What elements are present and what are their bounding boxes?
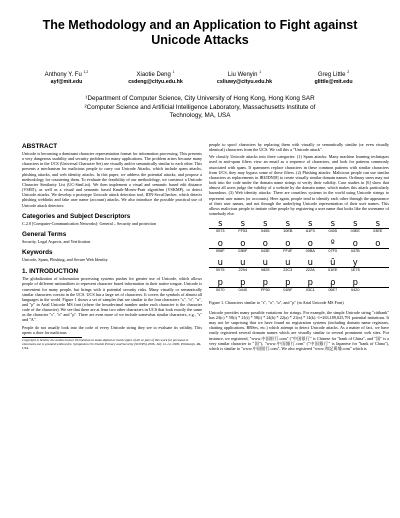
glyph-code: 222A (305, 268, 315, 273)
title-line-1: The Methodology and an Application to Fight against (42, 18, 358, 32)
left-column (22, 142, 202, 351)
glyph-code: 0440 (238, 287, 247, 292)
similar-glyph: s (375, 218, 380, 229)
glyph-code: 01BF (283, 287, 293, 292)
glyph-code: 10EB (283, 229, 293, 234)
code-row (209, 267, 389, 273)
general-terms-text: Security, Legal Aspects, and Verification. (22, 238, 92, 244)
glyph-code: FF4F (283, 248, 293, 253)
similar-glyph: o (375, 237, 381, 248)
glyph-code: 0455 (261, 229, 270, 234)
glyph-code: 22C3 (283, 268, 293, 273)
similar-glyph: p (285, 276, 291, 287)
glyph-code: 0070 (216, 287, 225, 292)
author-email: glittle@mit.edu (314, 79, 353, 85)
right-paragraph-1: people to spoof characters by replacing them with visually or semantically similar (or even visually identical) characters from the UCS. We call this a "Unicode attack". (209, 142, 389, 153)
author-email: ayf@mit.edu (50, 79, 83, 85)
glyph-code: 0825 (261, 268, 270, 273)
figure-row (209, 257, 389, 273)
right-paragraph-2: We classify Unicode attacks into three categories: (1) Spam attacks: Many machine learning techniques used in anti-spam filters view an email as a sequence of characters, and look for patterns commonly associated with spam. If spammers replace characters in these common patterns with similar characters from UCS, they may bypass some of these filters. (2) Phishing attacks: Malicious people can use similar characters as replacements in IRI/IDN[8] to create visually similar domain names. Ordinary users may not look into the code under the domain name strings to verify their validity. Case studies in [6] show that almost all users judge the validity of a website by the domain name, which makes this attack particularly hazardous. (3) Web identity attacks: There are countless systems in the world using Unicode strings to represent user names (or accounts). Here again, people tend to identify each other through the appearance of their user names, and not through the underlying Unicode representation of their user names. This allows malicious people to imitate other people by registering a user name that looks like the username of somebody else. (209, 154, 389, 217)
paper-title (20, 18, 380, 48)
code-row (209, 248, 389, 254)
glyph-row (209, 218, 389, 228)
figure-row (209, 238, 389, 254)
glyph-code: 07F0 (328, 248, 338, 253)
similar-glyph: s (285, 218, 290, 229)
similar-glyph: o (217, 237, 223, 248)
author-block (200, 68, 289, 86)
affiliation-2a: ²Computer Science and Artificial Intelligence Laboratory, Massachusetts Institute of (84, 104, 316, 111)
similar-glyph: ѕ (330, 218, 335, 229)
similar-glyph: p (352, 276, 358, 287)
glyph-code: 03BF (238, 248, 248, 253)
similar-glyph: p (262, 276, 268, 287)
affiliation-2b: Technology, MA, USA (169, 112, 231, 119)
glyph-code: 0073 (216, 229, 225, 234)
author-sup: 1,2 (83, 70, 89, 74)
affiliation-1: ¹Department of Computer Science, City University of Hong Kong, Hong Kong SAR (85, 95, 315, 102)
glyph-code: 03EE (350, 229, 360, 234)
author-sup: 1 (259, 70, 262, 74)
glyph-code (367, 288, 390, 293)
similar-glyph: p (240, 276, 246, 287)
similar-glyph: u (262, 257, 268, 268)
author-sup: 1 (172, 70, 175, 74)
similar-glyph: o (352, 237, 358, 248)
glyph-code: 01EE (328, 268, 338, 273)
similar-glyph: s (240, 218, 245, 229)
copyright-notice: Copyright is held by the author/owner. Permission to make digital or hard copies of all or part of this work for personal or classroom use is granted without fee. Symposium On Usable Privacy and Security (SOUPS) 2006, July 12-14, 2006, Pittsburgh, PA, USA. (22, 337, 202, 351)
glyph-code: 0405 (328, 229, 337, 234)
glyph-code: 2294 (238, 268, 247, 273)
similar-glyph: ρ (330, 276, 336, 287)
similar-glyph: ȗ (330, 257, 336, 268)
glyph-code: 1E75 (350, 268, 360, 273)
glyph-code: FF53 (238, 229, 248, 234)
similar-glyph: u (285, 257, 291, 268)
intro-paragraph-2: People do not usually look into the code of every Unicode string they see to evaluate its validity. This opens a door for malicious (22, 324, 202, 335)
code-row (209, 228, 389, 234)
figure-1-character-table (209, 218, 389, 296)
glyph-code: 0075 (216, 268, 225, 273)
glyph-code: 047B (350, 248, 360, 253)
figure-row (209, 277, 389, 293)
similar-glyph: u (307, 257, 313, 268)
glyph-code: FF50 (260, 287, 270, 292)
similar-glyph: s (263, 218, 268, 229)
glyph-code: 006F (215, 248, 225, 253)
similar-glyph: o (240, 237, 246, 248)
similar-glyph (367, 277, 390, 287)
title-line-2: Unicode Attacks (151, 33, 249, 47)
glyph-code: 03EE (373, 229, 383, 234)
similar-glyph: o (285, 237, 291, 248)
similar-glyph: u (240, 257, 246, 268)
similar-glyph: p (307, 276, 313, 287)
categories-heading: Categories and Subject Descriptors (22, 212, 131, 220)
glyph-code: 03C1 (305, 287, 315, 292)
author-name: Xiaotie Deng (136, 72, 171, 78)
similar-glyph: s (218, 218, 223, 229)
glyph-code: A1F3 (305, 229, 315, 234)
glyph-row (209, 257, 389, 267)
author-block (111, 68, 200, 86)
similar-glyph: s (353, 218, 358, 229)
glyph-code: 05E7 (328, 287, 338, 292)
author-email: csliuwy@cityu.edu.hk (216, 79, 273, 85)
author-name: Liu Wenyin (227, 72, 258, 78)
similar-glyph: o (262, 237, 268, 248)
figure-1-caption: Figure 1. Characters similar to "s", "o", "u", and "p" (in Arial Unicode MS Font) (209, 300, 344, 306)
keywords-text: Unicode, Spam, Phishing, and Secure Web Identity (22, 257, 108, 263)
glyph-code: 00BA (305, 248, 315, 253)
glyph-code (367, 249, 390, 254)
abstract-heading: ABSTRACT (22, 143, 58, 150)
glyph-code: 0420 (351, 287, 360, 292)
glyph-code (367, 268, 390, 273)
author-name: Greg Little (317, 72, 346, 78)
author-email: csdeng@cityu.edu.hk (128, 79, 183, 85)
similar-glyph (367, 257, 390, 267)
keywords-heading: Keywords (22, 249, 53, 257)
author-name: Anthony Y. Fu (44, 72, 82, 78)
categories-text: C.2.0 [Computer-Communication Networks]: General – Security and protection (22, 220, 157, 226)
similar-glyph: o (307, 237, 313, 248)
similar-glyph: s (308, 218, 313, 229)
intro-heading: 1. INTRODUCTION (22, 268, 79, 276)
author-block (289, 68, 378, 86)
figure-row (209, 218, 389, 234)
author-block (22, 68, 111, 86)
similar-glyph: º (330, 237, 335, 248)
similar-glyph: y (352, 257, 358, 268)
glyph-row (209, 277, 389, 287)
author-sup: 2 (347, 70, 350, 74)
author-list (22, 68, 378, 86)
code-row (209, 287, 389, 293)
abstract-text: Unicode is becoming a dominant character representation format for information processing. This presents a very dangerous usability and security problem for many applications. The problem arises because many characters in the UCS (Universal Character Set) are visually and/or semantically similar to each other. This presents a mechanism for malicious people to carry out Unicode Attacks, which include spam attacks, phishing attacks, and web identity attacks. In this paper, we address the potential attacks, and propose a methodology for countering them. To evaluate the feasibility of our methodology, we construct a Unicode Character Similarity List (UC-SimList). We then implement a visual and semantic based edit distance (VSED), as well as a visual and semantic based Knuth-Morris-Pratt algorithm (VSKMP), to detect Unicode attacks. We develop a prototype Unicode attack detection tool, IDN-SecuChecker, which detects phishing weblinks and fake user name (account) attacks. We also introduce the possible practical use of Unicode attack detectors. (22, 151, 202, 208)
intro-paragraph-1: The globalization of information processing systems pushes for greater use of Unicode, which allows people of different nationalities to represent character based information in their native tongue. Unicode is convenient for many people, but brings with it potential security risks. Many visually or semantically similar characters coexist in the UCS. UCS has a large set of characters. It covers the symbols of almost all languages in the world. Figure 1 shows a set of samples that are similar to the four characters "s", "o", "u", and "p" in Arial Unicode MS font (where the hexadecimal number under each character is the character code of the character). We see that there are at least two other characters in UCS that look exactly the same as the character "s", "o" and "p". There are even more of we include somewhat similar characters, e.g., "s" and "A". (22, 276, 202, 323)
right-paragraph-3: Unicode provides many possible variations for strings. For example, the simple Unicode string "citibank" has 24(c) * 58(i) * 21(t) * 58(i) * 24(b) * 22(a) * 21(n) * 14(k) -1=263,189,025,791 potential imitations. It may not be surprising that we have found no registration systems (including domain name registrars, chatting applications, BBSes, etc.) which attempt to detect Unicode attacks. As a matter of fact, we have easily registered several domain names which are visually similar to several prominent web sites. For instance, we registered, "www.中国银行.com" ("中国银行" is Chinese for "bank of China", and "国" is a very similar character to "国"), "www.中国銀行.com" ("中国銀行" is Japanese for "bank of China"), which is similar to "www.中国银行.com". We also registered "www.和記黃埔.com" which is (209, 309, 389, 351)
similar-glyph: u (217, 257, 223, 268)
glyph-row (209, 238, 389, 248)
similar-glyph: p (217, 276, 223, 287)
glyph-code: 043E (260, 248, 270, 253)
general-terms-heading: General Terms (22, 230, 67, 238)
right-column (209, 142, 389, 351)
